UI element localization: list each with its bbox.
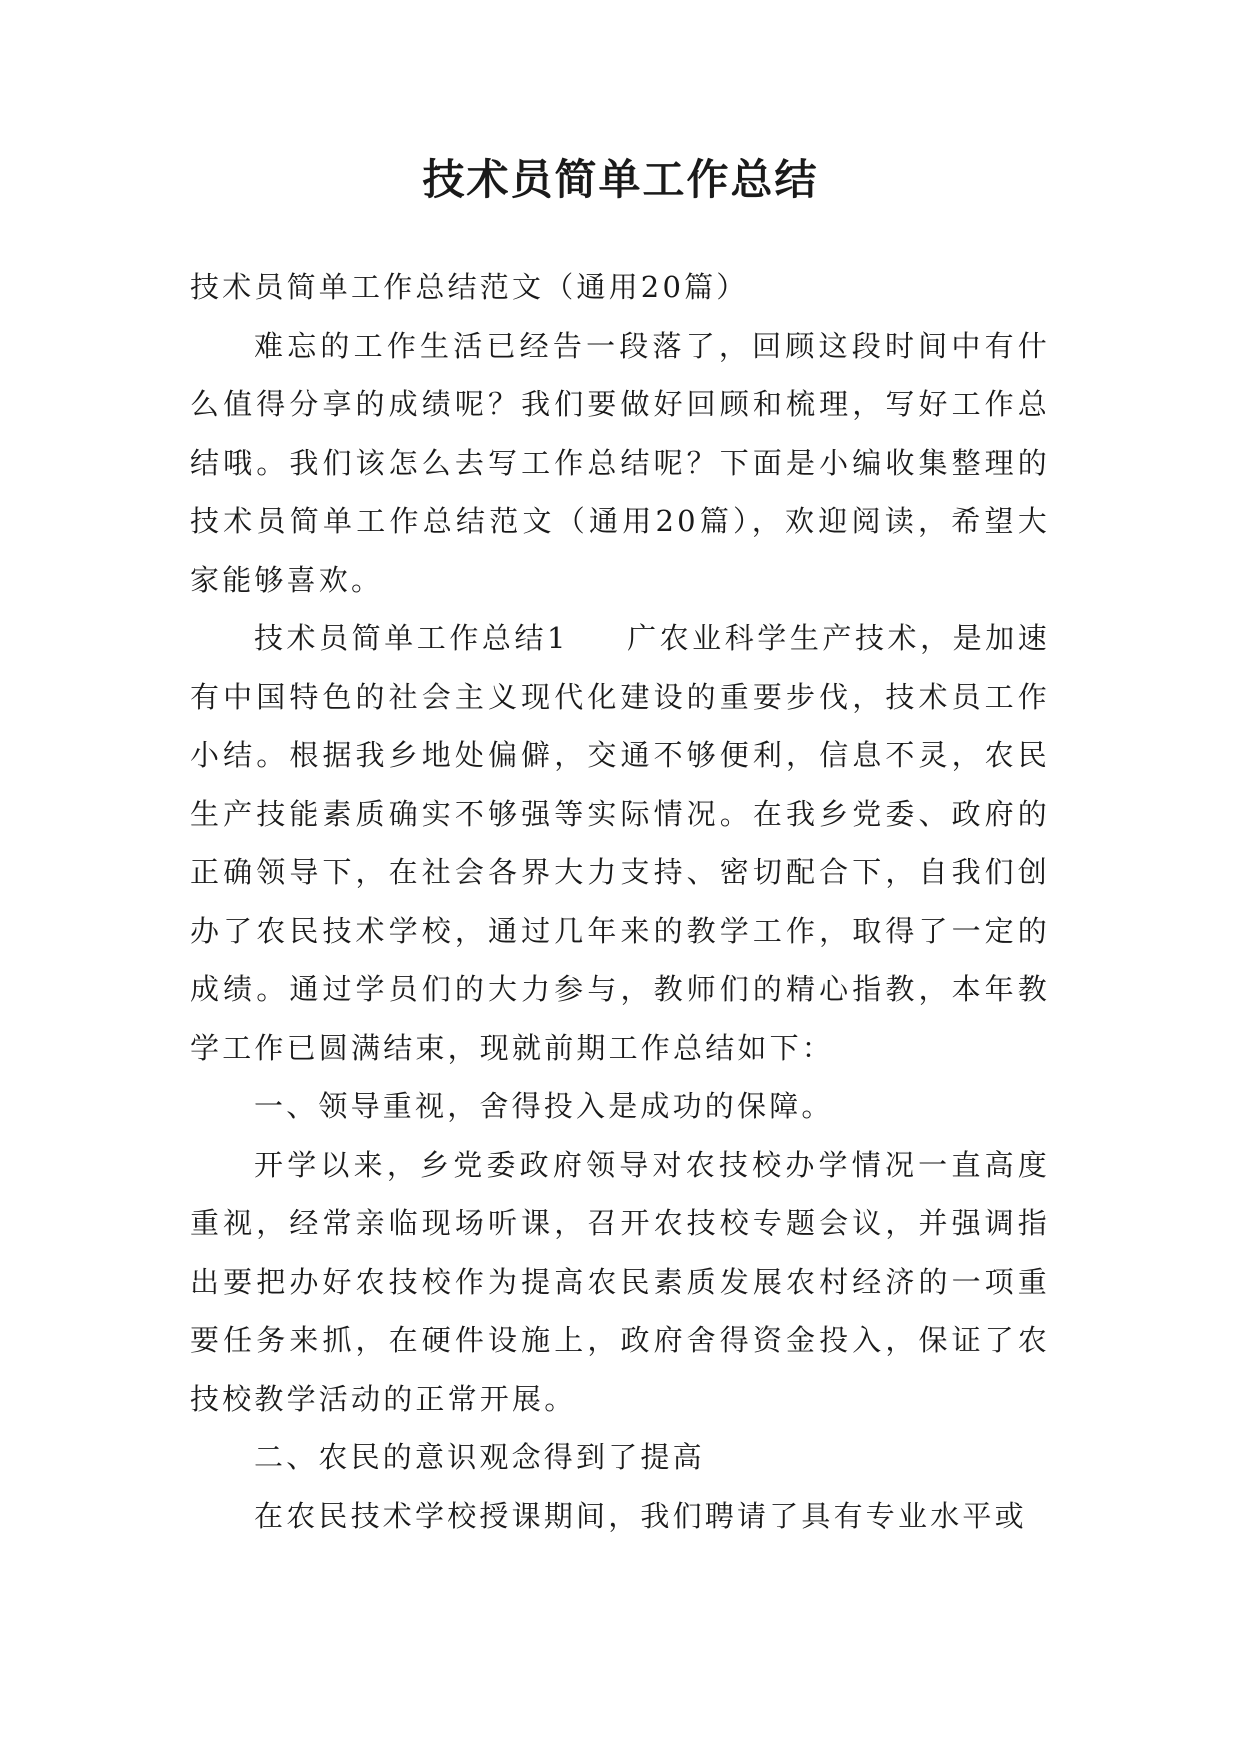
intro-paragraph: 难忘的工作生活已经告一段落了，回顾这段时间中有什么值得分享的成绩呢？我们要做好回顾和梳理，写好工作总结哦。我们该怎么去写工作总结呢？下面是小编收集整理的技术员简单工作总结范文（通用20篇），欢迎阅读，希望大家能够喜欢。 [190, 328, 1050, 597]
point1-heading: 一、领导重视，舍得投入是成功的保障。 [254, 1089, 834, 1123]
document-body [190, 258, 1050, 1545]
point1-paragraph: 开学以来，乡党委政府领导对农技校办学情况一直高度重视，经常亲临现场听课，召开农技校专题会议，并强调指出要把办好农技校作为提高农民素质发展农村经济的一项重要任务来抓，在硬件设施上，政府舍得资金投入，保证了农技校教学活动的正常开展。 [190, 1147, 1050, 1416]
section1-body: 广农业科学生产技术，是加速有中国特色的社会主义现代化建设的重要步伐，技术员工作小结。根据我乡地处偏僻，交通不够便利，信息不灵，农民生产技能素质确实不够强等实际情况。在我乡党委、政府的正确领导下，在社会各界大力支持、密切配合下，自我们创办了农民技术学校，通过几年来的教学工作，取得了一定的成绩。通过学员们的大力参与，教师们的精心指教，本年教学工作已圆满结束，现就前期工作总结如下： [190, 621, 1050, 1065]
section1-heading: 技术员简单工作总结1 [254, 621, 569, 655]
point2-heading: 二、农民的意识观念得到了提高 [254, 1440, 705, 1474]
document-title: 技术员简单工作总结 [422, 155, 819, 204]
subtitle-paragraph: 技术员简单工作总结范文（通用20篇） [190, 270, 749, 304]
section1-paragraph [190, 609, 1050, 1077]
point2-paragraph: 在农民技术学校授课期间，我们聘请了具有专业水平或 [254, 1498, 1027, 1533]
